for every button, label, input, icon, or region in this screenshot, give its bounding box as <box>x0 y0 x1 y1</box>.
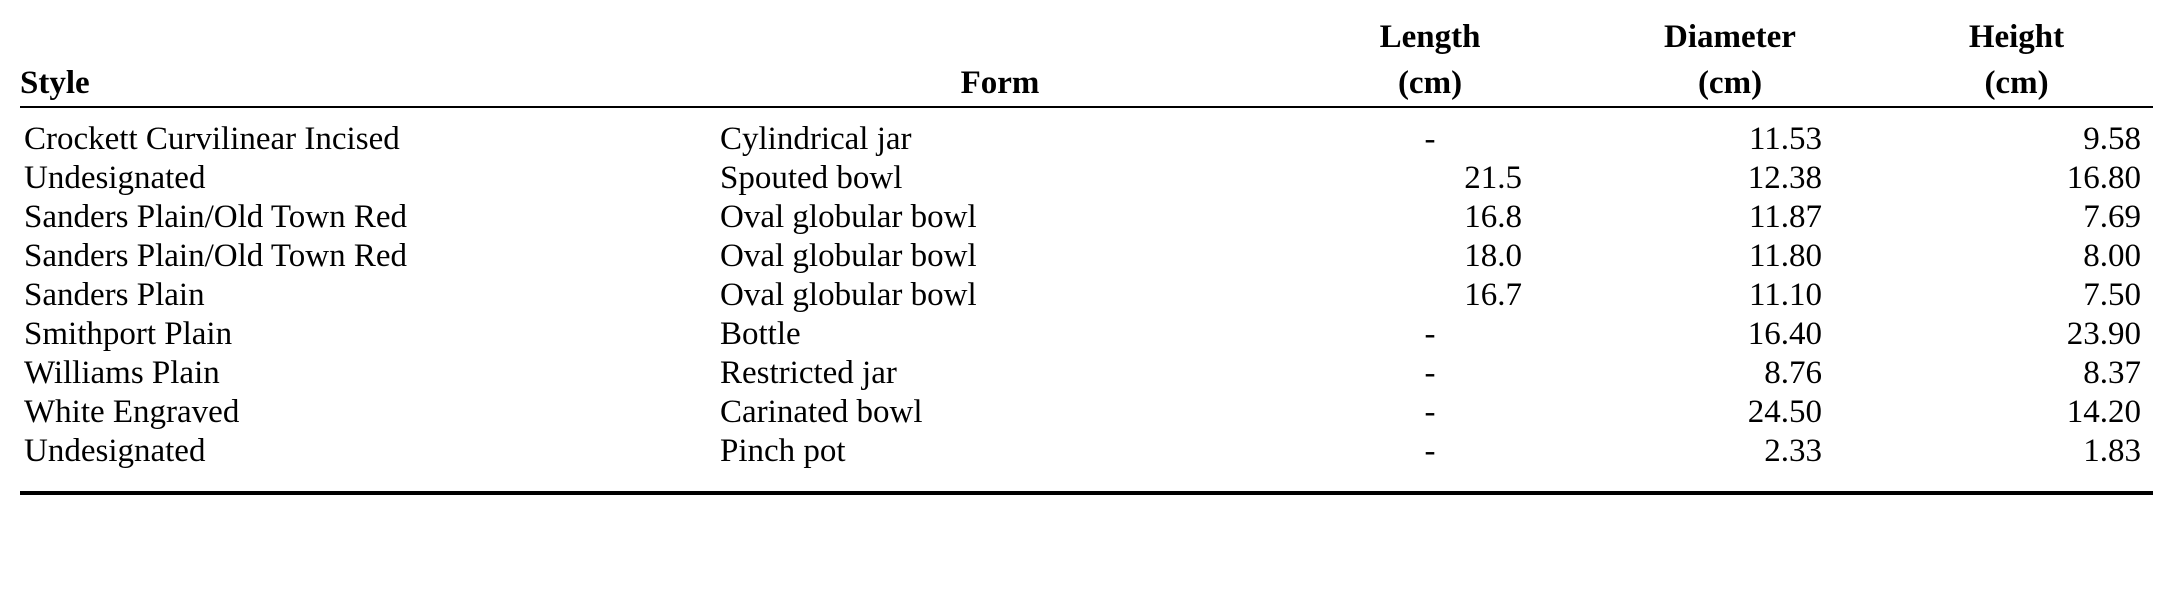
cell-length: - <box>1424 316 1436 352</box>
table-row <box>20 354 2153 393</box>
column-header-length <box>1280 14 1580 107</box>
cell-height: 7.50 <box>2083 277 2141 313</box>
cell-style: Sanders Plain/Old Town Red <box>24 238 407 274</box>
cell-length: - <box>1424 433 1436 469</box>
cell-length: 18.0 <box>1464 238 1522 274</box>
cell-form: Spouted bowl <box>720 160 903 196</box>
cell-style: Smithport Plain <box>24 316 233 352</box>
table-footer <box>20 485 2153 493</box>
cell-form: Oval globular bowl <box>720 277 977 313</box>
cell-diameter: 11.53 <box>1748 121 1822 157</box>
column-header-length-label: Length <box>1379 19 1481 55</box>
cell-style: Undesignated <box>24 160 206 196</box>
table-row <box>20 393 2153 432</box>
column-header-diameter-label: Diameter <box>1664 19 1796 55</box>
cell-height: 14.20 <box>2066 394 2141 430</box>
cell-form: Oval globular bowl <box>720 238 977 274</box>
table-row <box>20 198 2153 237</box>
column-header-height-unit: (cm) <box>1984 65 2049 101</box>
cell-style: White Engraved <box>24 394 240 430</box>
table-row <box>20 432 2153 485</box>
cell-length: - <box>1424 355 1436 391</box>
table-header <box>20 0 2153 107</box>
column-header-diameter <box>1580 14 1880 107</box>
cell-form: Bottle <box>720 316 801 352</box>
table-bottom-rule <box>20 485 2153 493</box>
column-header-height-label: Height <box>1968 19 2065 55</box>
table-row <box>20 276 2153 315</box>
cell-length: 16.7 <box>1464 277 1522 313</box>
cell-height: 16.80 <box>2066 160 2141 196</box>
cell-diameter: 2.33 <box>1764 433 1822 469</box>
column-header-form-label: Form <box>960 65 1040 101</box>
cell-length: 16.8 <box>1464 199 1522 235</box>
cell-form: Restricted jar <box>720 355 897 391</box>
cell-style: Undesignated <box>24 433 206 469</box>
column-header-diameter-unit: (cm) <box>1697 65 1763 101</box>
cell-style: Williams Plain <box>24 355 220 391</box>
cell-form: Oval globular bowl <box>720 199 977 235</box>
cell-length: - <box>1424 121 1436 157</box>
table-row <box>20 107 2153 159</box>
cell-height: 23.90 <box>2066 316 2141 352</box>
cell-diameter: 24.50 <box>1747 394 1822 430</box>
cell-diameter: 11.87 <box>1748 199 1822 235</box>
cell-height: 7.69 <box>2083 199 2141 235</box>
column-header-form <box>720 14 1280 107</box>
cell-height: 9.58 <box>2083 121 2141 157</box>
cell-style: Crockett Curvilinear Incised <box>24 121 400 157</box>
cell-height: 8.00 <box>2083 238 2141 274</box>
cell-style: Sanders Plain/Old Town Red <box>24 199 407 235</box>
cell-height: 1.83 <box>2083 433 2141 469</box>
cell-diameter: 11.80 <box>1748 238 1822 274</box>
table-row <box>20 315 2153 354</box>
table-row <box>20 237 2153 276</box>
cell-diameter: 11.10 <box>1748 277 1822 313</box>
column-header-style-label: Style <box>20 65 90 101</box>
table-header-row <box>20 14 2153 107</box>
cell-diameter: 16.40 <box>1747 316 1822 352</box>
cell-height: 8.37 <box>2083 355 2141 391</box>
table-row <box>20 159 2153 198</box>
cell-length: - <box>1424 394 1436 430</box>
cell-form: Pinch pot <box>720 433 846 469</box>
cell-diameter: 8.76 <box>1764 355 1822 391</box>
cell-length: 21.5 <box>1464 160 1522 196</box>
cell-style: Sanders Plain <box>24 277 205 313</box>
column-header-length-unit: (cm) <box>1397 65 1463 101</box>
column-header-style <box>20 14 720 107</box>
table-body <box>20 107 2153 485</box>
cell-form: Cylindrical jar <box>720 121 912 157</box>
cell-form: Carinated bowl <box>720 394 923 430</box>
vessel-measurements-table <box>20 0 2153 495</box>
column-header-height <box>1880 14 2153 107</box>
cell-diameter: 12.38 <box>1747 160 1822 196</box>
